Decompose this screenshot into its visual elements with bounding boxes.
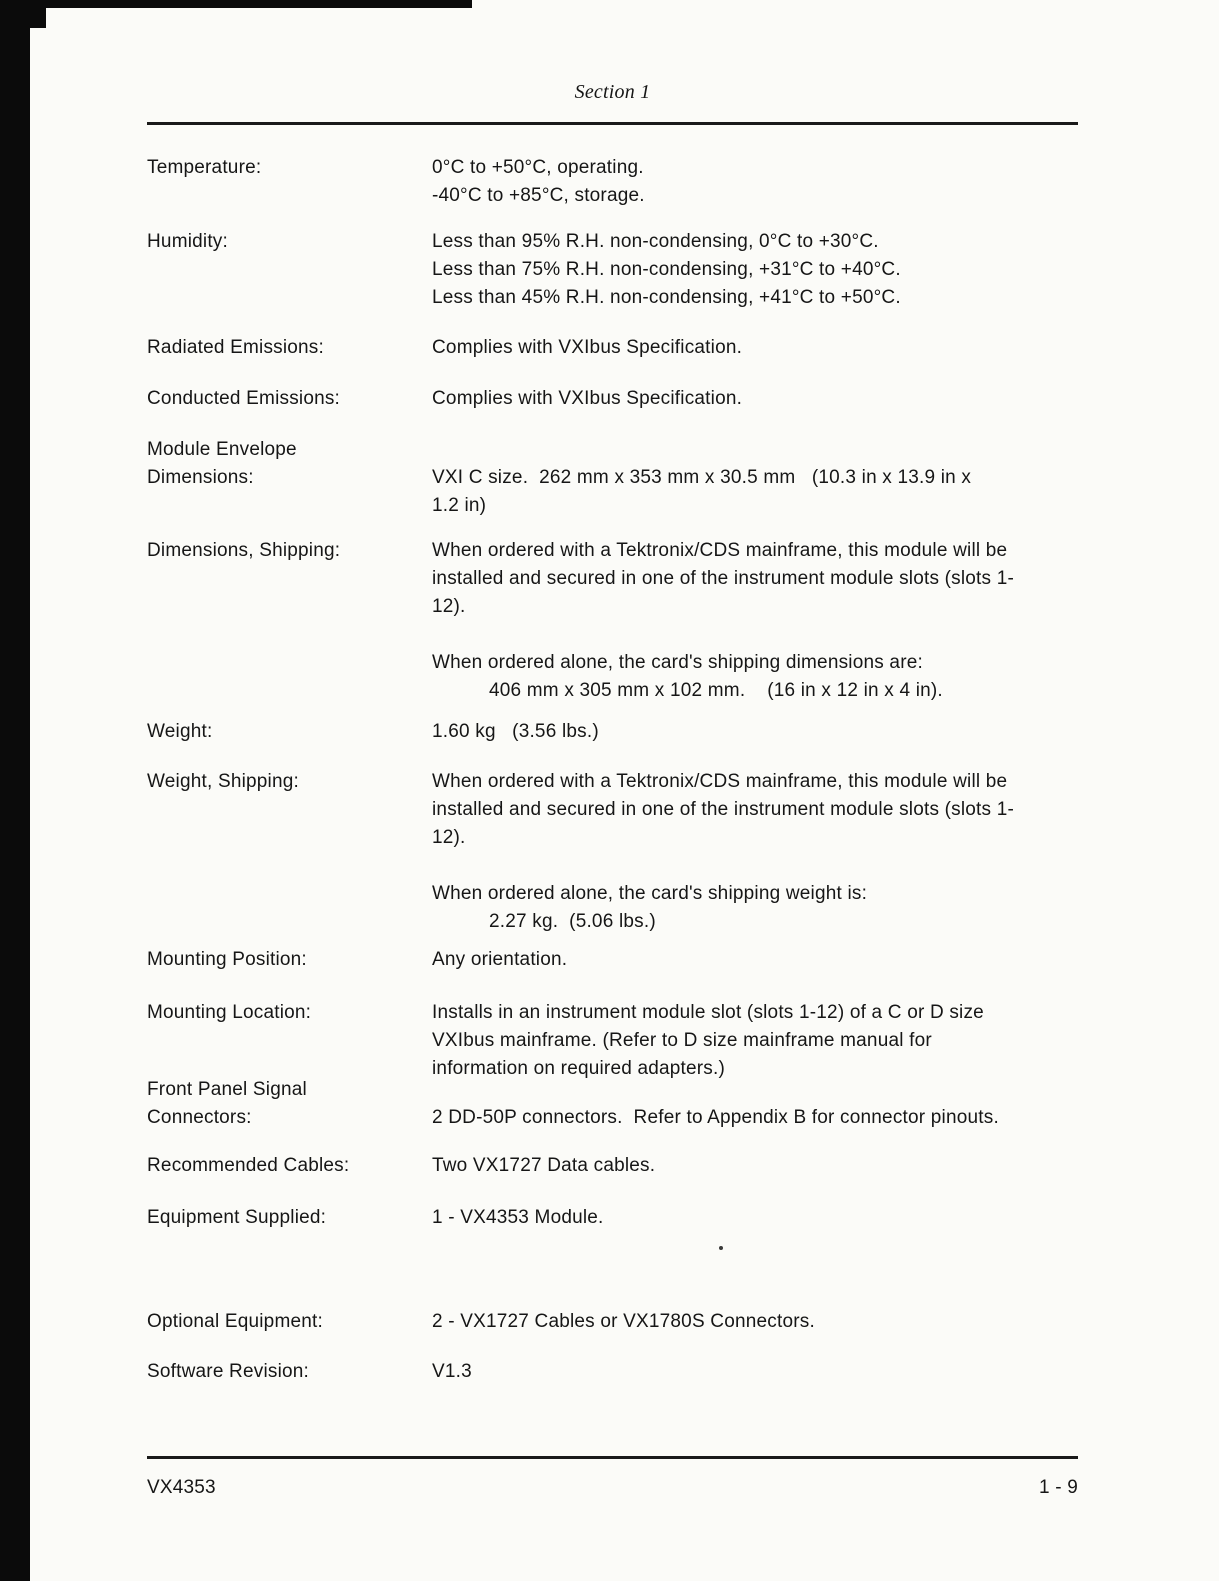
spec-value: [432, 1358, 1112, 1386]
spec-value: [432, 228, 1112, 312]
spec-value-paragraph: [432, 718, 1112, 746]
spec-value-line: 2.27 kg. (5.06 lbs.): [489, 911, 656, 932]
spec-label-line: Software Revision:: [147, 1361, 310, 1382]
spec-label-line: Temperature:: [147, 157, 262, 178]
spec-label: [147, 999, 311, 1027]
spec-value-paragraph: [432, 385, 1112, 413]
spec-label-line: Recommended Cables:: [147, 1155, 350, 1176]
spec-value: [432, 464, 1112, 520]
spec-value-paragraph: [432, 334, 1112, 362]
spec-value-paragraph: [432, 1152, 1112, 1180]
spec-label: [147, 334, 324, 362]
header-rule: [147, 122, 1078, 125]
spec-value: [432, 385, 1112, 413]
spec-label-line: Weight, Shipping:: [147, 771, 299, 792]
spec-value-line: Complies with VXIbus Specification.: [432, 388, 743, 409]
spec-label-line: Mounting Position:: [147, 949, 307, 970]
spec-value-line: 1.2 in): [432, 495, 487, 516]
spec-value-paragraph: [432, 537, 1112, 621]
scan-artifact-left-bar: [0, 0, 30, 1581]
spec-label: [147, 946, 307, 974]
spec-value-paragraph: [432, 464, 1112, 520]
spec-value: [432, 1308, 1112, 1336]
spec-value-paragraph: [432, 649, 1112, 705]
spec-value-line: information on required adapters.): [432, 1058, 726, 1079]
spec-value-line: 1.60 kg (3.56 lbs.): [432, 721, 599, 742]
spec-value-line: When ordered with a Tektronix/CDS mainframe, this module will be: [432, 540, 1008, 561]
spec-value-paragraph: [432, 1104, 1112, 1132]
spec-value-line: VXIbus mainframe. (Refer to D size mainframe manual for: [432, 1030, 932, 1051]
spec-value-line: 12).: [432, 827, 466, 848]
spec-label-line: Optional Equipment:: [147, 1311, 323, 1332]
spec-value-line: Less than 75% R.H. non-condensing, +31°C to +40°C.: [432, 259, 901, 280]
spec-value-line: Installs in an instrument module slot (slots 1-12) of a C or D size: [432, 1002, 984, 1023]
footer-rule: [147, 1456, 1078, 1459]
spec-value-line: 2 DD-50P connectors. Refer to Appendix B for connector pinouts.: [432, 1107, 999, 1128]
spec-value: [432, 999, 1112, 1083]
spec-value-line: 1 - VX4353 Module.: [432, 1207, 604, 1228]
footer-model-number: VX4353: [147, 1477, 216, 1498]
spec-label: [147, 718, 212, 746]
spec-label: [147, 768, 299, 796]
spec-value: [432, 154, 1112, 210]
spec-value: [432, 768, 1112, 936]
spec-value-line: When ordered with a Tektronix/CDS mainframe, this module will be: [432, 771, 1008, 792]
spec-label-line: Dimensions, Shipping:: [147, 540, 341, 561]
spec-value-line: When ordered alone, the card's shipping weight is:: [432, 883, 868, 904]
spec-label: [147, 1358, 309, 1386]
spec-value-line: Two VX1727 Data cables.: [432, 1155, 656, 1176]
spec-value: [432, 946, 1112, 974]
spec-value-line: 0°C to +50°C, operating.: [432, 157, 644, 178]
section-title: Section 1: [574, 81, 651, 103]
spec-value-line: Complies with VXIbus Specification.: [432, 337, 743, 358]
spec-label: [147, 1076, 307, 1132]
spec-value-line: V1.3: [432, 1361, 472, 1382]
spec-value: [432, 334, 1112, 362]
spec-label-line: Equipment Supplied:: [147, 1207, 327, 1228]
spec-value-line: When ordered alone, the card's shipping dimensions are:: [432, 652, 923, 673]
spec-label-line: Dimensions:: [147, 467, 254, 488]
spec-label-line: Front Panel Signal: [147, 1079, 307, 1100]
footer-page-number: 1 - 9: [1038, 1477, 1078, 1498]
scan-artifact-top-bar: [0, 0, 472, 8]
spec-label-line: Radiated Emissions:: [147, 337, 324, 358]
spec-label: [147, 1204, 326, 1232]
spec-label: [147, 436, 297, 492]
spec-label: [147, 385, 340, 413]
spec-value-line: -40°C to +85°C, storage.: [432, 185, 645, 206]
spec-value-paragraph: [432, 154, 1112, 210]
spec-label-line: Weight:: [147, 721, 213, 742]
spec-value-paragraph: [432, 1204, 1112, 1232]
spec-value-paragraph: [432, 768, 1112, 852]
spec-value-paragraph: [432, 1308, 1112, 1336]
spec-value-line: installed and secured in one of the instrument module slots (slots 1-: [432, 799, 1014, 820]
spec-value-line: VXI C size. 262 mm x 353 mm x 30.5 mm (10.3 in x 13.9 in x: [432, 467, 972, 488]
scan-artifact-corner: [0, 0, 46, 28]
spec-value-line: Less than 95% R.H. non-condensing, 0°C to +30°C.: [432, 231, 879, 252]
spec-value-paragraph: [432, 999, 1112, 1083]
scan-speck: [719, 1246, 723, 1250]
spec-label: [147, 228, 228, 256]
spec-value-paragraph: [432, 228, 1112, 312]
spec-value: [432, 537, 1112, 705]
spec-label-line: Module Envelope: [147, 439, 297, 460]
spec-value-line: 406 mm x 305 mm x 102 mm. (16 in x 12 in x 4 in).: [489, 680, 943, 701]
spec-value-line: Any orientation.: [432, 949, 568, 970]
spec-value-paragraph: [432, 1358, 1112, 1386]
spec-value: [432, 1152, 1112, 1180]
spec-label: [147, 154, 261, 182]
spec-label-line: Connectors:: [147, 1107, 252, 1128]
spec-value-line: 2 - VX1727 Cables or VX1780S Connectors.: [432, 1311, 815, 1332]
spec-label: [147, 1308, 323, 1336]
spec-value: [432, 1204, 1112, 1232]
spec-value-paragraph: [432, 946, 1112, 974]
spec-label-line: Conducted Emissions:: [147, 388, 341, 409]
spec-value-line: Less than 45% R.H. non-condensing, +41°C to +50°C.: [432, 287, 901, 308]
spec-label: [147, 537, 340, 565]
spec-label: [147, 1152, 349, 1180]
spec-value: [432, 718, 1112, 746]
spec-label-line: Mounting Location:: [147, 1002, 312, 1023]
spec-value-line: installed and secured in one of the instrument module slots (slots 1-: [432, 568, 1014, 589]
spec-value: [432, 1104, 1112, 1132]
spec-value-paragraph: [432, 880, 1112, 936]
spec-value-line: 12).: [432, 596, 466, 617]
spec-label-line: Humidity:: [147, 231, 228, 252]
